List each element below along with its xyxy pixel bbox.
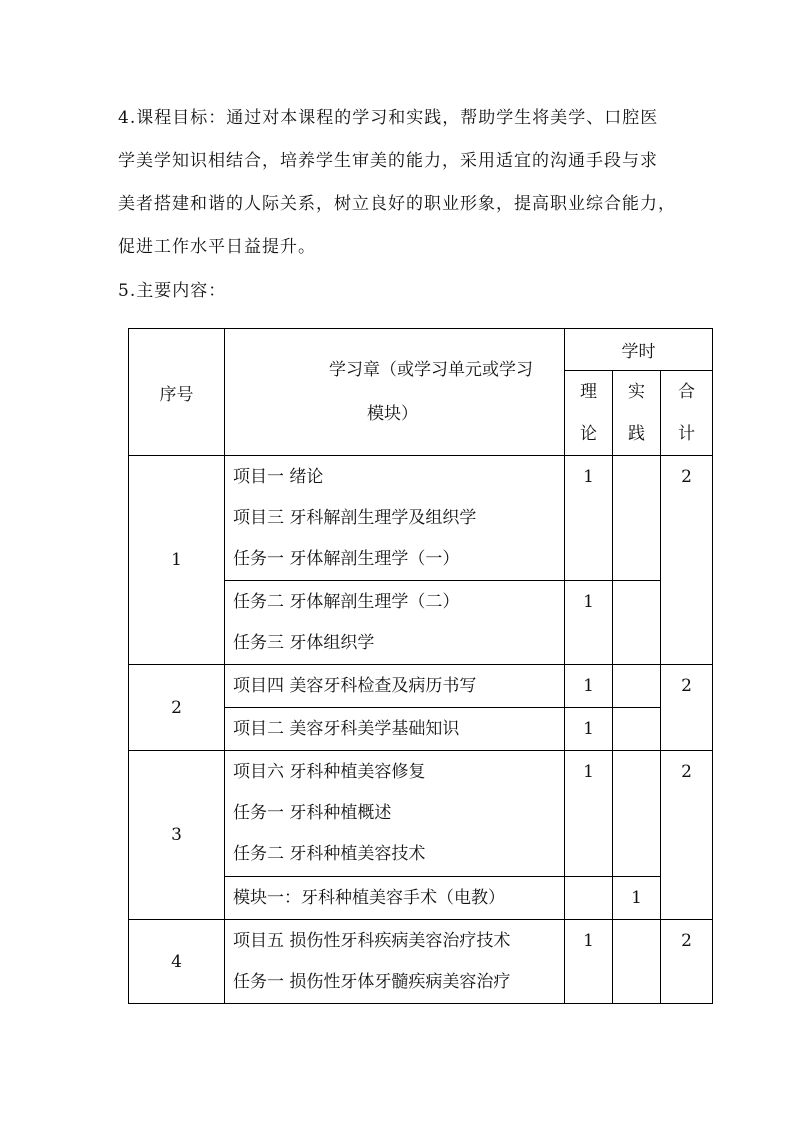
practice-cell — [613, 751, 661, 877]
theory-cell — [565, 708, 613, 751]
theory-value: 1 — [583, 719, 594, 739]
practice-cell — [613, 665, 661, 708]
total-value: 2 — [681, 676, 692, 696]
header-practice — [613, 371, 661, 456]
seq-cell: 3 — [129, 751, 225, 920]
theory-value: 1 — [583, 592, 594, 612]
practice-cell — [613, 877, 661, 920]
header-seq: 序号 — [129, 329, 225, 456]
course-goal-paragraph — [118, 97, 708, 269]
header-hours: 学时 — [565, 329, 713, 371]
theory-cell — [565, 751, 613, 877]
chapter-item: 任务一 损伤性牙体牙髓疾病美容治疗 — [233, 971, 511, 992]
chapter-item: 任务一 牙体解剖生理学（一） — [233, 548, 460, 569]
theory-value: 1 — [583, 762, 594, 782]
header-chapter-line2: 模块） — [367, 404, 418, 424]
header-theory-char: 论 — [580, 424, 597, 444]
total-cell — [661, 456, 713, 665]
chapter-item: 项目五 损伤性牙科疾病美容治疗技术 — [233, 930, 511, 951]
seq-cell: 4 — [129, 920, 225, 1004]
seq-cell: 1 — [129, 456, 225, 665]
table-row — [129, 456, 713, 581]
chapter-cell — [225, 665, 565, 708]
chapter-cell — [225, 877, 565, 920]
header-total-char: 计 — [678, 424, 696, 444]
chapter-item: 任务一 牙科种植概述 — [233, 803, 392, 823]
chapter-item: 模块一：牙科种植美容手术（电教） — [233, 887, 505, 908]
header-total-char: 合 — [678, 382, 696, 402]
chapter-item: 任务二 牙体解剖生理学（二） — [233, 591, 460, 612]
theory-cell — [565, 877, 613, 920]
chapter-item: 项目四 美容牙科检查及病历书写 — [233, 675, 477, 696]
header-theory — [565, 371, 613, 456]
total-value: 2 — [681, 931, 692, 951]
table-row — [129, 665, 713, 708]
theory-cell — [565, 920, 613, 1004]
theory-cell — [565, 665, 613, 708]
chapter-item: 任务二 牙科种植美容技术 — [233, 844, 426, 864]
total-value: 2 — [681, 762, 692, 782]
header-theory-char: 理 — [580, 382, 597, 402]
chapter-item: 任务三 牙体组织学 — [233, 632, 375, 653]
chapter-cell — [225, 708, 565, 751]
header-chapter — [225, 329, 565, 456]
practice-cell — [613, 456, 661, 581]
practice-cell — [613, 581, 661, 665]
header-practice-char: 践 — [628, 424, 645, 444]
table-row — [129, 920, 713, 1004]
goal-line: 美者搭建和谐的人际关系，树立良好的职业形象，提高职业综合能力， — [118, 194, 676, 214]
theory-value: 1 — [583, 931, 594, 951]
main-content-heading: 5.主要内容： — [118, 281, 227, 301]
practice-cell — [613, 920, 661, 1004]
header-total — [661, 371, 713, 456]
chapter-item: 项目三 牙科解剖生理学及组织学 — [233, 507, 477, 528]
header-practice-char: 实 — [628, 382, 645, 402]
seq-cell: 2 — [129, 665, 225, 751]
chapter-cell — [225, 751, 565, 877]
theory-cell — [565, 456, 613, 581]
goal-line: 4.课程目标：通过对本课程的学习和实践，帮助学生将美学、口腔医 — [118, 108, 659, 128]
chapter-item: 项目一 绪论 — [233, 466, 324, 487]
total-cell — [661, 920, 713, 1004]
total-value: 2 — [681, 467, 692, 487]
chapter-cell — [225, 920, 565, 1004]
table-row — [129, 751, 713, 877]
theory-value: 1 — [583, 467, 594, 487]
chapter-cell — [225, 456, 565, 581]
chapter-item: 项目二 美容牙科美学基础知识 — [233, 718, 460, 739]
theory-value: 1 — [583, 676, 594, 696]
practice-cell — [613, 708, 661, 751]
total-cell — [661, 751, 713, 920]
practice-value: 1 — [631, 888, 642, 908]
chapter-item: 项目六 牙科种植美容修复 — [233, 762, 426, 782]
goal-line: 促进工作水平日益提升。 — [118, 237, 316, 257]
course-content-table — [128, 328, 713, 1004]
theory-cell — [565, 581, 613, 665]
total-cell — [661, 665, 713, 751]
header-chapter-line1: 学习章（或学习单元或学习 — [329, 360, 533, 380]
goal-line: 学美学知识相结合，培养学生审美的能力，采用适宜的沟通手段与求 — [118, 151, 658, 171]
chapter-cell — [225, 581, 565, 665]
